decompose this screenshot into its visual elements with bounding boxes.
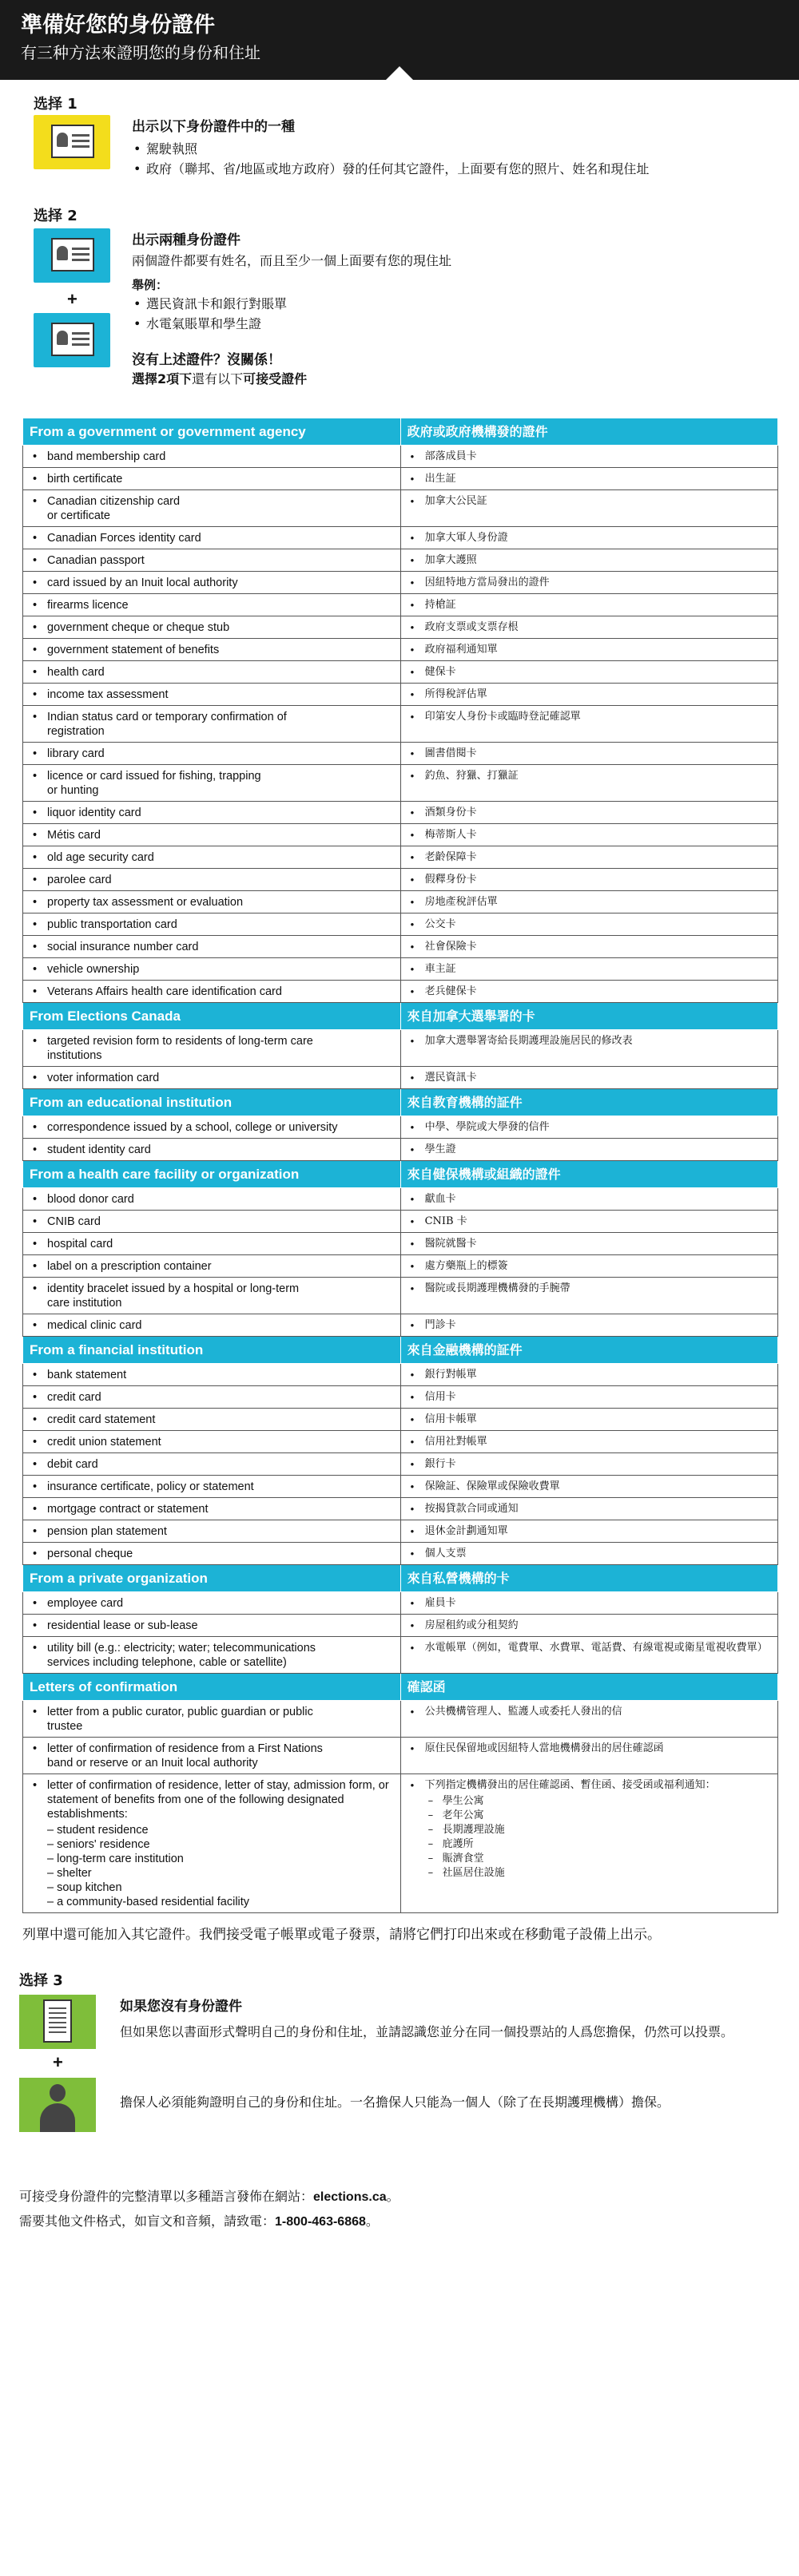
section-heading-en: From a financial institution: [23, 1337, 401, 1364]
website-link[interactable]: elections.ca: [313, 2190, 387, 2204]
document-zh: • 銀行卡: [400, 1453, 777, 1476]
document-en: • identity bracelet issued by a hospital or long-term care institution: [23, 1278, 401, 1314]
option-3-label: 选择 3: [19, 1972, 63, 1989]
table-row: [23, 1139, 778, 1161]
list-item: – long-term care institution: [47, 1853, 184, 1865]
document-en: • blood donor card: [23, 1188, 401, 1211]
document-zh: • 選民資訊卡: [400, 1067, 777, 1089]
list-item: – soup kitchen: [47, 1881, 122, 1894]
list-item: – 庇護所: [425, 1837, 773, 1852]
table-row: [23, 1637, 778, 1674]
document-zh: • 老兵健保卡: [400, 981, 777, 1003]
table-row: [23, 1364, 778, 1386]
document-en: • bank statement: [23, 1364, 401, 1386]
declaration-icon: [19, 1995, 96, 2049]
table-row: [23, 639, 778, 661]
id-card-icon: [34, 115, 110, 169]
footer-line-2: 需要其他文件格式，如盲文和音頻，請致電：1-800-463-6868。: [19, 2213, 379, 2229]
document-en: • debit card: [23, 1453, 401, 1476]
table-row: [23, 1233, 778, 1255]
table-row: [23, 1188, 778, 1211]
document-en: • targeted revision form to residents of long-term care institutions: [23, 1030, 401, 1067]
document-en: • property tax assessment or evaluation: [23, 891, 401, 913]
footer-line-1: 可接受身份證件的完整清單以多種語言發佈在網站：elections.ca。: [19, 2189, 400, 2204]
document-en: • health card: [23, 661, 401, 684]
option-3-title: 如果您沒有身份證件: [120, 1999, 242, 2015]
document-en: • library card: [23, 743, 401, 765]
section-heading-zh: 來自健保機構或組織的證件: [400, 1161, 777, 1188]
table-section-header: [23, 1565, 778, 1592]
document-zh: • 信用社對帳單: [400, 1431, 777, 1453]
table-row: [23, 981, 778, 1003]
document-zh: • 社會保險卡: [400, 936, 777, 958]
table-note: 列單中還可能加入其它證件。我們接受電子帳單或電子發票，請將它們打印出來或在移動電子設備上出示。: [22, 1927, 661, 1943]
option-1: [0, 80, 799, 200]
document-zh: • 公交卡: [400, 913, 777, 936]
document-zh: • 房地產稅評估單: [400, 891, 777, 913]
document-zh: • 印第安人身份卡或臨時登記確認單: [400, 706, 777, 743]
document-en: • social insurance number card: [23, 936, 401, 958]
document-zh: • 健保卡: [400, 661, 777, 684]
section-heading-en: From a government or government agency: [23, 418, 401, 446]
table-row: [23, 913, 778, 936]
plus-sign: +: [67, 289, 78, 309]
list-item: – student residence: [47, 1824, 149, 1837]
section-heading-en: From a private organization: [23, 1565, 401, 1592]
table-row: [23, 802, 778, 824]
table-row: [23, 1738, 778, 1774]
document-zh: • 加拿大選舉署寄給長期護理設施居民的修改表: [400, 1030, 777, 1067]
table-row: [23, 1615, 778, 1637]
designated-establishments-text-zh: • 下列指定機構發出的居住確認函、暫住函、接受函或福利通知：: [424, 1779, 716, 1791]
table-row: [23, 1211, 778, 1233]
document-zh: • 車主証: [400, 958, 777, 981]
list-item: – 老年公寓: [425, 1809, 773, 1823]
document-en: • credit card statement: [23, 1409, 401, 1431]
section-heading-en: From an educational institution: [23, 1089, 401, 1116]
list-item: • 政府（聯邦、省/地區或地方政府）發的任何其它證件，上面要有您的照片、姓名和現住址: [132, 159, 771, 179]
page-subtitle: 有三种方法來證明您的身份和住址: [21, 43, 260, 62]
section-heading-en: From a health care facility or organization: [23, 1161, 401, 1188]
document-en: • band membership card: [23, 446, 401, 468]
document-en: • parolee card: [23, 869, 401, 891]
document-zh: • 酒類身份卡: [400, 802, 777, 824]
list-item: • 駕駛執照: [132, 139, 771, 159]
option-1-title: 出示以下身份證件中的一種: [132, 119, 295, 135]
table-row: [23, 572, 778, 594]
table-row: [23, 869, 778, 891]
document-en: • correspondence issued by a school, college or university: [23, 1116, 401, 1139]
list-item: • 水電氣賬單和學生證: [132, 314, 691, 334]
document-en: • residential lease or sub-lease: [23, 1615, 401, 1637]
document-zh: • 梅蒂斯人卡: [400, 824, 777, 846]
document-en: • employee card: [23, 1592, 401, 1615]
option-2-text: 兩個證件都要有姓名，而且至少一個上面要有您的現住址: [132, 253, 452, 268]
document-en: • Métis card: [23, 824, 401, 846]
document-zh: • 原住民保留地或因紐特人當地機構發出的居住確認函: [400, 1738, 777, 1774]
table-row: [23, 1543, 778, 1565]
section-heading-zh: 確認函: [400, 1674, 777, 1701]
document-en: • Canadian citizenship card or certificate: [23, 490, 401, 527]
document-zh: • 加拿大護照: [400, 549, 777, 572]
document-zh: • 老齡保障卡: [400, 846, 777, 869]
option-3-voucher-text: 擔保人必須能夠證明自己的身份和住址。一名擔保人只能為一個人（除了在長期護理機構）擔保。: [120, 2094, 670, 2110]
document-en: • personal cheque: [23, 1543, 401, 1565]
section-heading-zh: 政府或政府機構發的證件: [400, 418, 777, 446]
option-1-label: 选择 1: [34, 96, 78, 113]
footer: [19, 2185, 400, 2234]
option-1-list: [132, 139, 771, 179]
list-item: – 長期護理設施: [425, 1823, 773, 1837]
table-row: [23, 1314, 778, 1337]
document-zh: • 個人支票: [400, 1543, 777, 1565]
plus-sign: +: [53, 2052, 63, 2072]
designated-establishments-text: • letter of confirmation of residence, letter of stay, admission form, or statement of benefits from one of the following designated establishments:: [47, 1779, 389, 1821]
document-en: • mortgage contract or statement: [23, 1498, 401, 1520]
phone-number[interactable]: 1-800-463-6868: [275, 2215, 366, 2229]
document-en: • old age security card: [23, 846, 401, 869]
document-zh: • 釣魚、狩獵、打獵証: [400, 765, 777, 802]
document-en: • licence or card issued for fishing, trapping or hunting: [23, 765, 401, 802]
table-section-header: [23, 1337, 778, 1364]
document-en: • card issued by an Inuit local authority: [23, 572, 401, 594]
document-en: • credit card: [23, 1386, 401, 1409]
accepted-documents-table: [22, 418, 778, 1913]
document-en: • government statement of benefits: [23, 639, 401, 661]
document-en: • hospital card: [23, 1233, 401, 1255]
document-zh: • 獻血卡: [400, 1188, 777, 1211]
document-zh: • 學生證: [400, 1139, 777, 1161]
table-row: [23, 1278, 778, 1314]
no-docs-heading: 沒有上述證件？沒關係！: [132, 352, 281, 368]
table-row: [23, 527, 778, 549]
table-row: [23, 958, 778, 981]
table-section-header: [23, 1003, 778, 1030]
table-row: [23, 1592, 778, 1615]
table-row: [23, 1431, 778, 1453]
document-zh: • 中學、學院或大學發的信件: [400, 1116, 777, 1139]
table-row: [23, 765, 778, 802]
table-section-header: [23, 1161, 778, 1188]
section-heading-en: From Elections Canada: [23, 1003, 401, 1030]
list-item: – seniors' residence: [47, 1838, 150, 1851]
document-zh: • 雇員卡: [400, 1592, 777, 1615]
list-item: – 社區居住設施: [425, 1866, 773, 1880]
document-en: • medical clinic card: [23, 1314, 401, 1337]
page-header: [0, 0, 799, 80]
table-row: [23, 616, 778, 639]
list-item: – 賑濟食堂: [425, 1852, 773, 1866]
table-row: [23, 1498, 778, 1520]
header-notch: [385, 66, 414, 81]
document-zh: [400, 1774, 777, 1913]
table-section-header: [23, 1674, 778, 1701]
table-row: [23, 549, 778, 572]
document-en: • firearms licence: [23, 594, 401, 616]
document-en: • CNIB card: [23, 1211, 401, 1233]
document-zh: • 處方藥瓶上的標簽: [400, 1255, 777, 1278]
list-item: – a community-based residential facility: [47, 1896, 250, 1908]
document-zh: • 加拿大公民証: [400, 490, 777, 527]
document-zh: • 出生証: [400, 468, 777, 490]
document-zh: • 房屋租約或分租契約: [400, 1615, 777, 1637]
document-en: • Canadian passport: [23, 549, 401, 572]
option-2-label: 选择 2: [34, 208, 78, 224]
option-2-list: [132, 294, 691, 334]
section-heading-zh: 來自金融機構的証件: [400, 1337, 777, 1364]
table-section-header: [23, 1089, 778, 1116]
document-zh: • 所得稅評估單: [400, 684, 777, 706]
document-zh: • 醫院或長期護理機構發的手腕帶: [400, 1278, 777, 1314]
table-row: [23, 1774, 778, 1913]
document-zh: • 持槍証: [400, 594, 777, 616]
document-en: • liquor identity card: [23, 802, 401, 824]
table-row: [23, 1067, 778, 1089]
document-zh: • 公共機構管理人、監護人或委托人發出的信: [400, 1701, 777, 1738]
table-row: [23, 1386, 778, 1409]
table-row: [23, 1255, 778, 1278]
document-en: • birth certificate: [23, 468, 401, 490]
section-heading-zh: 來自加拿大選舉署的卡: [400, 1003, 777, 1030]
table-row: [23, 1030, 778, 1067]
page-title: 準備好您的身份證件: [21, 13, 215, 38]
table-row: [23, 743, 778, 765]
document-zh: • 銀行對帳單: [400, 1364, 777, 1386]
document-en: • letter of confirmation of residence from a First Nations band or reserve or an Inuit local authority: [23, 1738, 401, 1774]
table-row: [23, 661, 778, 684]
document-zh: • 信用卡帳單: [400, 1409, 777, 1431]
table-row: [23, 1116, 778, 1139]
bill-icon: [34, 313, 110, 367]
table-row: [23, 1701, 778, 1738]
list-item: – shelter: [47, 1867, 92, 1880]
document-en: • government cheque or cheque stub: [23, 616, 401, 639]
document-en: • Indian status card or temporary confirmation of registration: [23, 706, 401, 743]
document-zh: • 醫院就醫卡: [400, 1233, 777, 1255]
table-row: [23, 468, 778, 490]
table-row: [23, 936, 778, 958]
document-en: • letter from a public curator, public guardian or public trustee: [23, 1701, 401, 1738]
document-zh: • 信用卡: [400, 1386, 777, 1409]
list-item: – 學生公寓: [425, 1794, 773, 1809]
document-zh: • 部落成員卡: [400, 446, 777, 468]
table-row: [23, 1453, 778, 1476]
document-zh: • 門診卡: [400, 1314, 777, 1337]
document-en: • voter information card: [23, 1067, 401, 1089]
document-zh: • 水電帳單（例如，電費單、水費單、電話費、有線電視或衛星電視收費單）: [400, 1637, 777, 1674]
document-zh: • CNIB 卡: [400, 1211, 777, 1233]
document-en: • Canadian Forces identity card: [23, 527, 401, 549]
table-row: [23, 824, 778, 846]
option-3-text: 但如果您以書面形式聲明自己的身份和住址，並請認識您並分在同一個投票站的人爲您擔保，仍然可以投票。: [120, 2024, 734, 2039]
no-docs-subheading: 選擇2項下還有以下可接受證件: [132, 371, 308, 386]
document-zh: • 圖書借閱卡: [400, 743, 777, 765]
person-icon: [19, 2078, 96, 2132]
table-row: [23, 846, 778, 869]
document-zh: • 保險証、保險單或保險收費單: [400, 1476, 777, 1498]
document-en: • income tax assessment: [23, 684, 401, 706]
table-row: [23, 684, 778, 706]
table-row: [23, 490, 778, 527]
document-en: • pension plan statement: [23, 1520, 401, 1543]
document-en: • utility bill (e.g.: electricity; water; telecommunications services including telephone, cable or satellite): [23, 1637, 401, 1674]
document-zh: • 政府福利通知單: [400, 639, 777, 661]
table-row: [23, 446, 778, 468]
document-en: • vehicle ownership: [23, 958, 401, 981]
document-en: [23, 1774, 401, 1913]
option-2-title: 出示兩種身份證件: [132, 232, 240, 248]
document-zh: • 按揭貸款合同或通知: [400, 1498, 777, 1520]
document-zh: • 因紐特地方當局發出的證件: [400, 572, 777, 594]
section-heading-zh: 來自教育機構的証件: [400, 1089, 777, 1116]
section-heading-en: Letters of confirmation: [23, 1674, 401, 1701]
document-en: • label on a prescription container: [23, 1255, 401, 1278]
table-row: [23, 891, 778, 913]
statement-icon: [34, 228, 110, 283]
table-section-header: [23, 418, 778, 446]
document-zh: • 加拿大軍人身份證: [400, 527, 777, 549]
section-heading-zh: 來自私營機構的卡: [400, 1565, 777, 1592]
document-en: • public transportation card: [23, 913, 401, 936]
table-row: [23, 1409, 778, 1431]
examples-label: 舉例：: [132, 278, 169, 292]
table-row: [23, 706, 778, 743]
list-item: • 選民資訊卡和銀行對賬單: [132, 294, 691, 314]
document-zh: • 退休金計劃通知單: [400, 1520, 777, 1543]
document-zh: • 假釋身份卡: [400, 869, 777, 891]
table-row: [23, 1520, 778, 1543]
table-row: [23, 594, 778, 616]
document-zh: • 政府支票或支票存根: [400, 616, 777, 639]
document-en: • credit union statement: [23, 1431, 401, 1453]
document-en: • insurance certificate, policy or statement: [23, 1476, 401, 1498]
table-row: [23, 1476, 778, 1498]
document-en: • Veterans Affairs health care identification card: [23, 981, 401, 1003]
document-en: • student identity card: [23, 1139, 401, 1161]
